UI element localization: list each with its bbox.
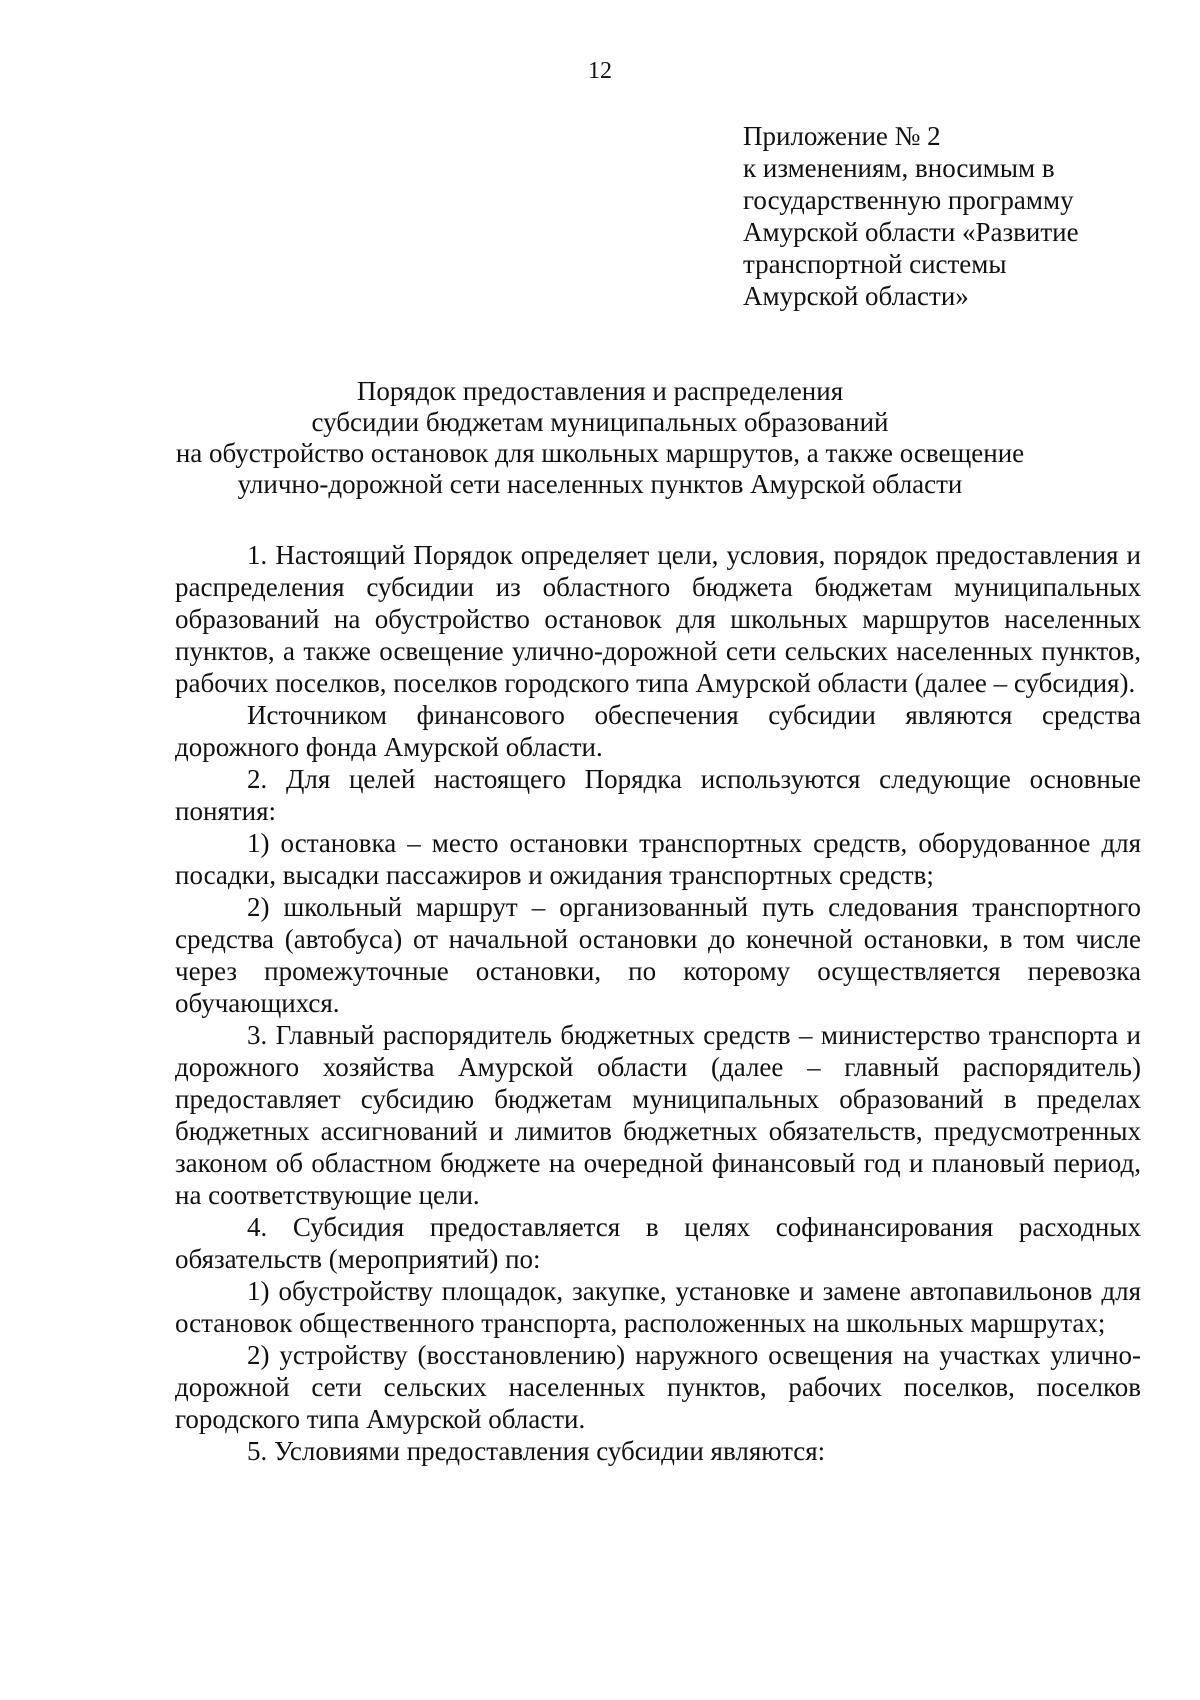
- appendix-line: Приложение № 2: [743, 121, 941, 151]
- appendix-line: Амурской области»: [743, 281, 969, 311]
- appendix-line: к изменениям, вносимым в: [743, 153, 1055, 183]
- paragraph-funding-source: Источником финансового обеспечения субсидии являются средства дорожного фонда Амурской области.: [175, 700, 1141, 762]
- title-line: улично-дорожной сети населенных пунктов Амурской области: [237, 469, 963, 499]
- paragraph-4-purpose: 4. Субсидия предоставляется в целях софинансирования расходных обязательств (мероприятий) по:: [175, 1212, 1141, 1274]
- appendix-line: государственную программу: [743, 185, 1074, 215]
- appendix-line: Амурской области «Развитие: [743, 217, 1079, 247]
- paragraph-3-main-manager: 3. Главный распорядитель бюджетных средств – министерство транспорта и дорожного хозяйства Амурской области (далее – главный распорядитель) предоставляет субсидию бюджетам муниципальных образований в пределах бюджетных ассигнований и лимитов бюджетных обязательств, предусмотренных законом об областном бюджете на очередной финансовый год и плановый период, на соответствующие цели.: [175, 1020, 1141, 1210]
- definition-school-route: 2) школьный маршрут – организованный путь следования транспортного средства (автобуса) от начальной остановки до конечной остановки, в том числе через промежуточные остановки, по которому осуществляется перевозка обучающихся.: [175, 892, 1141, 1018]
- appendix-header: [743, 120, 1163, 312]
- paragraph-1-scope: 1. Настоящий Порядок определяет цели, условия, порядок предоставления и распределения субсидии из областного бюджета бюджетам муниципальных образований на обустройство остановок для школьных маршрутов населенных пунктов, а также освещение улично-дорожной сети сельских населенных пунктов, рабочих поселков, поселков городского типа Амурской области (далее – субсидия).: [175, 540, 1141, 698]
- definition-stop: 1) остановка – место остановки транспортных средств, оборудованное для посадки, высадки пассажиров и ожидания транспортных средств;: [175, 828, 1141, 890]
- paragraph-5-conditions: 5. Условиями предоставления субсидии являются:: [247, 1436, 826, 1466]
- document-body: [175, 539, 1141, 1467]
- title-line: Порядок предоставления и распределения: [356, 376, 844, 406]
- paragraph-2-definitions: 2. Для целей настоящего Порядка используются следующие основные понятия:: [175, 764, 1141, 826]
- purpose-item-1: 1) обустройству площадок, закупке, установке и замене автопавильонов для остановок общественного транспорта, расположенных на школьных маршрутах;: [175, 1276, 1141, 1338]
- page-number: 12: [588, 58, 612, 84]
- title-line: на обустройство остановок для школьных маршрутов, а также освещение: [175, 438, 1025, 468]
- appendix-line: транспортной системы: [743, 249, 1007, 279]
- document-title: [150, 376, 1050, 500]
- title-line: субсидии бюджетам муниципальных образований: [311, 407, 889, 437]
- purpose-item-2: 2) устройству (восстановлению) наружного освещения на участках улично-дорожной сети сельских населенных пунктов, рабочих поселков, поселков городского типа Амурской области.: [175, 1340, 1141, 1434]
